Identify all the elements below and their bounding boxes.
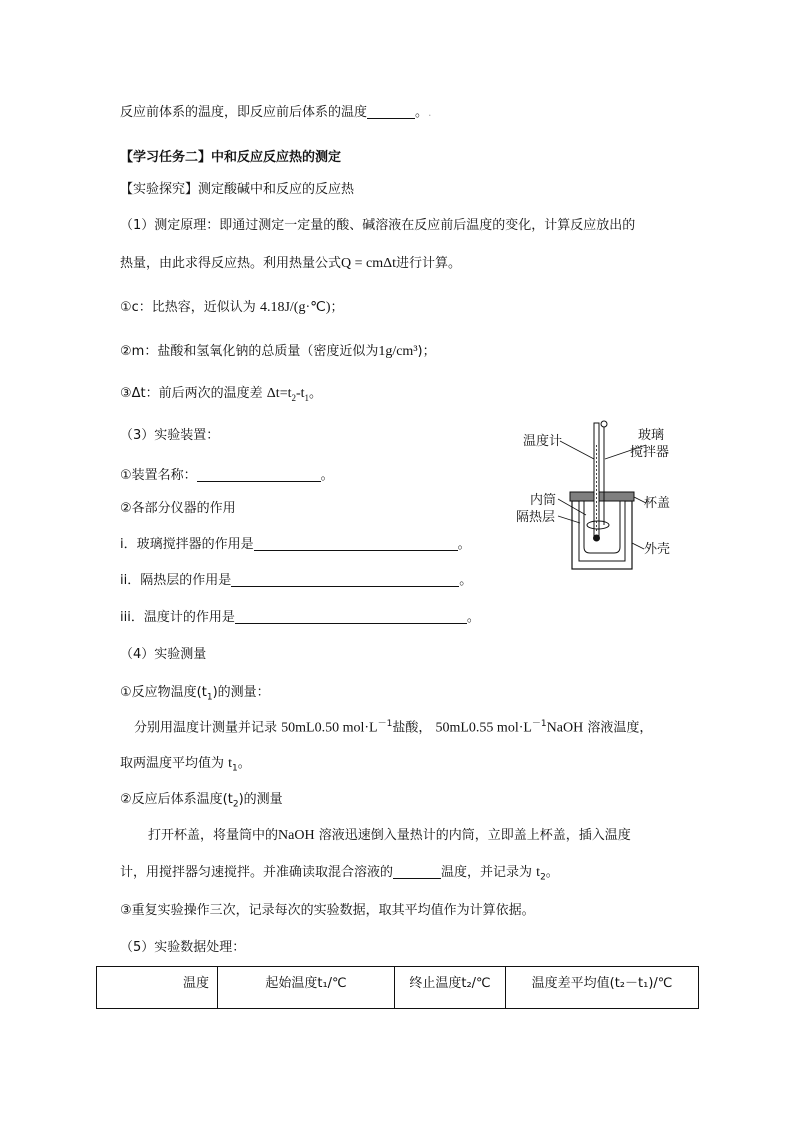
- thermometer: [594, 423, 599, 537]
- cup-lid: [570, 492, 634, 501]
- heat-formula: Q = cmΔt: [341, 256, 397, 271]
- answer-blank: [231, 572, 459, 587]
- lid-label: 杯盖: [644, 496, 671, 511]
- table-header-cell: 温度差平均值(t₂－t₁)/℃: [506, 967, 699, 1009]
- table-header-cell: 起始温度t₁/℃: [218, 967, 395, 1009]
- intro-text: 反应前体系的温度，即反应前后体系的温度: [120, 105, 368, 120]
- calorimeter-diagram: [508, 415, 688, 575]
- measure-label: （4）实验测量: [120, 647, 207, 662]
- device-name-line: ①装置名称： 。: [120, 468, 334, 483]
- t2-desc-2: 计，用搅拌器匀速搅拌。并准确读取混合溶液的 温度，并记录为 $t_2$。: [120, 865, 559, 883]
- table-header-cell: 温度: [97, 967, 218, 1009]
- delta-t-formula: $\Delta t=t_2-t_1$: [266, 386, 310, 403]
- insulation-label: 隔热层: [516, 510, 556, 525]
- answer-blank: [254, 536, 458, 551]
- table-row: [97, 967, 699, 1009]
- intro-line: 反应前体系的温度，即反应前后体系的温度 。.: [120, 105, 432, 120]
- answer-blank: [235, 609, 467, 624]
- data-processing-label: （5）实验数据处理：: [120, 940, 246, 955]
- inner-cup-label: 内筒: [530, 493, 557, 508]
- principle-cont: 热量，由此求得反应热。利用热量公式Q = cmΔt进行计算。: [120, 256, 462, 271]
- t2-desc-1: 打开杯盖，将量筒中的NaOH 溶液迅速倒入量热计的内筒，立即盖上杯盖，插入温度: [148, 828, 631, 843]
- principle-line: （1）测定原理：即通过测定一定量的酸、碱溶液在反应前后温度的变化，计算反应放出的: [120, 218, 636, 233]
- stirrer-label-1: 玻璃: [638, 428, 665, 443]
- stirrer-label-2: 搅拌器: [630, 445, 670, 460]
- role-ii: ii．隔热层的作用是 。: [120, 573, 473, 588]
- answer-blank: [393, 864, 441, 879]
- task2-heading: 【学习任务二】中和反应反应热的测定: [120, 150, 342, 165]
- t1-measure-line: ①反应物温度$(t_1)$的测量：: [120, 685, 270, 703]
- thermometer-label: 温度计: [523, 434, 563, 449]
- answer-blank: [367, 104, 415, 119]
- answer-blank: [197, 467, 321, 482]
- table-header-cell: 终止温度t₂/℃: [395, 967, 506, 1009]
- t1-desc: 分别用温度计测量并记录 50mL0.50 $mol\cdot L^{-1}$盐酸， 50mL0.55 $mol\cdot L^{-1}NaOH$ 溶液温度，: [134, 719, 653, 736]
- dt-item: ③Δt：前后两次的温度差 $\Delta t=t_2-t_1$。: [120, 386, 323, 403]
- apparatus-label: （3）实验装置：: [120, 428, 220, 443]
- t2-measure-line: ②反应后体系温度$(t_2)$的测量: [120, 792, 283, 810]
- punct: 。: [415, 105, 429, 120]
- m-item: ②m：盐酸和氢氧化钠的总质量（密度近似为1g/cm³)；: [120, 344, 436, 359]
- repeat-line: ③重复实验操作三次，记录每次的实验数据，取其平均值作为计算依据。: [120, 903, 535, 918]
- experiment-explore: 【实验探究】测定酸碱中和反应的反应热: [120, 182, 355, 197]
- shell-label: 外壳: [644, 542, 671, 557]
- t1-avg: 取两温度平均值为 $t_1$。: [120, 756, 251, 774]
- density-value: 1g/cm³: [378, 344, 418, 359]
- role-i: i．玻璃搅拌器的作用是 。: [120, 537, 471, 552]
- c-item: ①c：比热容，近似认为 4.18J/(g·℃)；: [120, 300, 344, 315]
- role-iii: iii．温度计的作用是 。: [120, 610, 480, 625]
- roles-line: ②各部分仪器的作用: [120, 501, 236, 516]
- data-table: [96, 966, 699, 1009]
- thermometer-bulb: [593, 535, 600, 542]
- specific-heat-value: 4.18J/(g·℃): [259, 300, 331, 315]
